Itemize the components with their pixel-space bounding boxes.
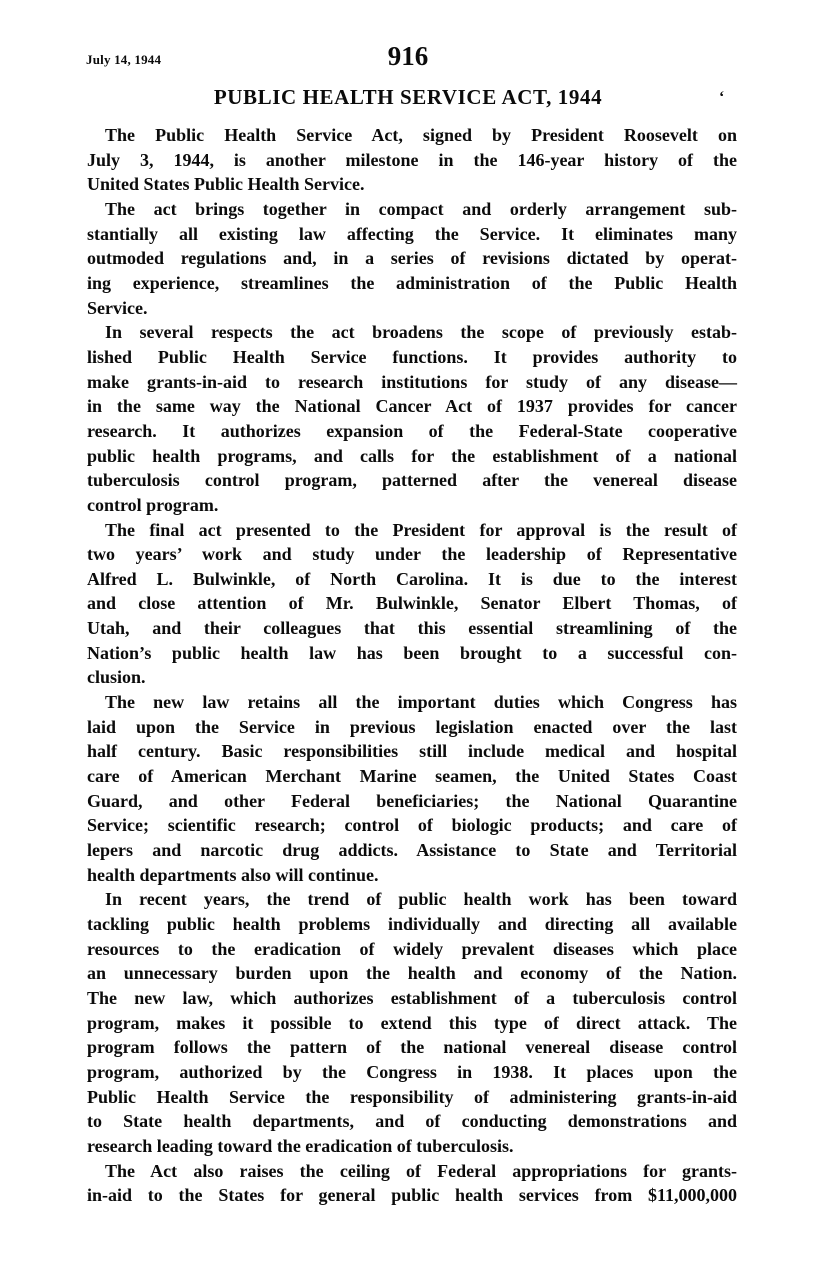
text-line: lepers and narcotic drug addicts. Assistance to State and Territorial	[87, 840, 737, 861]
page-title: PUBLIC HEALTH SERVICE ACT, 1944	[213, 85, 603, 109]
text-line: July 3, 1944, is another milestone in the 146-year history of the	[87, 149, 737, 170]
text-line: United States Public Health Service.	[87, 174, 365, 195]
text-line: Guard, and other Federal beneficiaries; the National Quarantine	[87, 790, 737, 811]
header-date: July 14, 1944	[86, 52, 162, 67]
text-line: In several respects the act broadens the scope of previously estab-	[105, 322, 737, 343]
text-line: two years’ work and study under the leadership of Representative	[87, 544, 737, 565]
text-line: half century. Basic responsibilities still include medical and hospital	[87, 741, 737, 762]
text-line: tuberculosis control program, patterned after the venereal disease	[87, 470, 737, 491]
text-line: In recent years, the trend of public health work has been toward	[105, 889, 737, 910]
text-line: in-aid to the States for general public health services from $11,000,000	[87, 1185, 737, 1206]
text-line: The Act also raises the ceiling of Federal appropriations for grants-	[105, 1160, 737, 1181]
text-line: Utah, and their colleagues that this essential streamlining of the	[87, 618, 737, 639]
text-line: program, authorized by the Congress in 1938. It places upon the	[87, 1061, 737, 1082]
text-line: laid upon the Service in previous legislation enacted over the last	[87, 716, 737, 737]
text-line: tackling public health problems individually and directing all available	[87, 914, 737, 934]
text-line: Nation’s public health law has been brought to a successful con-	[87, 642, 737, 663]
text-line: research leading toward the eradication of tuberculosis.	[87, 1135, 514, 1156]
text-line: lished Public Health Service functions. It provides authority to	[87, 346, 737, 367]
text-line: The act brings together in compact and orderly arrangement sub-	[105, 198, 737, 219]
text-line: public health programs, and calls for the establishment of a national	[87, 445, 737, 466]
text-line: stantially all existing law affecting the Service. It eliminates many	[87, 223, 737, 244]
page-number: 916	[387, 41, 429, 71]
text-line: The final act presented to the President for approval is the result of	[105, 519, 737, 540]
text-line: Service; scientific research; control of biologic products; and care of	[87, 815, 737, 836]
text-line: resources to the eradication of widely prevalent diseases which place	[87, 938, 737, 959]
text-line: research. It authorizes expansion of the Federal-State cooperative	[87, 420, 737, 441]
text-line: an unnecessary burden upon the health and economy of the Nation.	[87, 963, 737, 984]
text-line: program, makes it possible to extend this type of direct attack. The	[87, 1012, 737, 1033]
text-line: make grants-in-aid to research institutions for study of any disease—	[87, 371, 737, 392]
text-line: clusion.	[87, 667, 146, 688]
text-line: ing experience, streamlines the administration of the Public Health	[87, 272, 737, 293]
text-line: to State health departments, and of conducting demonstrations and	[87, 1111, 737, 1132]
scan-artifact-mark: ‘	[719, 89, 725, 106]
text-line: The new law, which authorizes establishment of a tuberculosis control	[87, 987, 737, 1008]
text-line: Alfred L. Bulwinkle, of North Carolina. It is due to the interest	[87, 568, 737, 589]
text-line: and close attention of Mr. Bulwinkle, Senator Elbert Thomas, of	[87, 593, 737, 614]
text-line: control program.	[87, 494, 219, 515]
text-line: care of American Merchant Marine seamen, the United States Coast	[87, 766, 737, 787]
text-line: The Public Health Service Act, signed by President Roosevelt on	[105, 125, 737, 145]
text-line: Public Health Service the responsibility of administering grants-in-aid	[87, 1086, 737, 1107]
text-line: health departments also will continue.	[87, 864, 379, 885]
text-line: outmoded regulations and, in a series of revisions dictated by operat-	[87, 248, 737, 269]
article-body	[87, 123, 737, 1208]
text-line: program follows the pattern of the national venereal disease control	[87, 1037, 737, 1058]
text-line: Service.	[87, 297, 148, 318]
text-line: in the same way the National Cancer Act of 1937 provides for cancer	[87, 396, 737, 417]
text-line: The new law retains all the important duties which Congress has	[105, 692, 737, 713]
